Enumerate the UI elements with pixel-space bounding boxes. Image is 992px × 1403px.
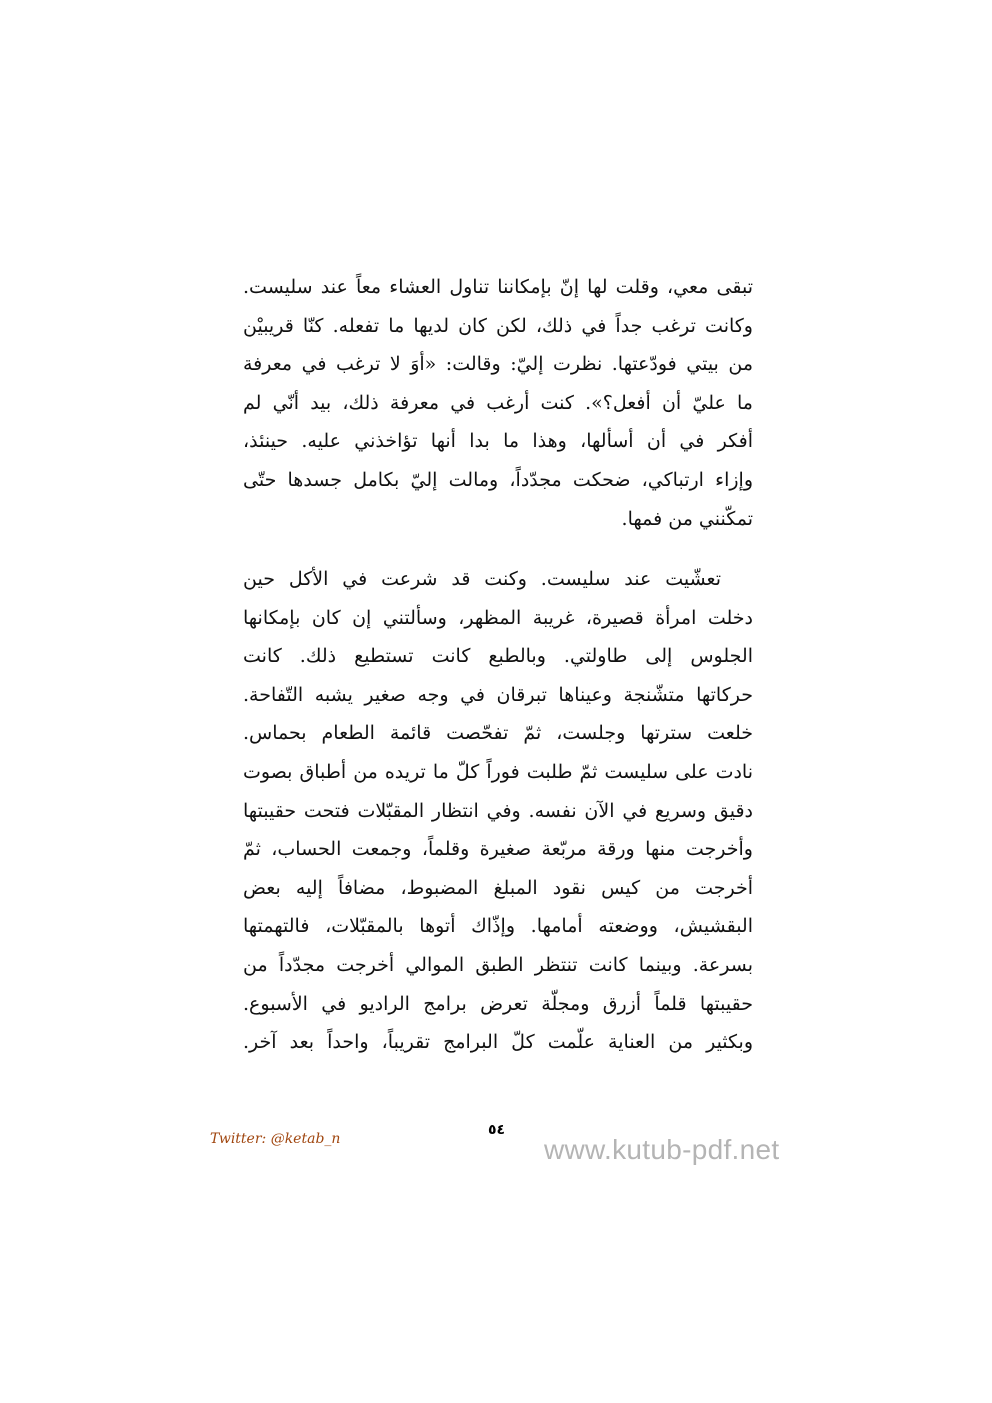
- text-line: دخلت امرأة قصيرة، غريبة المظهر، وسألتني إن كان بإمكانها: [243, 606, 753, 629]
- text-line: من بيتي فودّعتها. نظرت إليّ: وقالت: «أوَ لا ترغب في معرفة: [243, 353, 753, 376]
- text-line: بسرعة. وبينما كانت تنتظر الطبق الموالي أخرجت مجدّداً من: [243, 953, 753, 976]
- text-line: تعشّيت عند سليست. وكنت قد شرعت في الأكل حين: [243, 568, 721, 590]
- paragraph-1: [243, 268, 753, 538]
- text-line: وإزاء ارتباكي، ضحكت مجدّداً، ومالت إليّ بكامل جسدها حتّى: [243, 468, 753, 491]
- text-line: تمكّنني من فمها.: [621, 507, 753, 530]
- paragraph-2: [243, 560, 753, 1062]
- text-line: تبقى معي، وقلت لها إنّ بإمكاننا تناول العشاء معاً عند سليست.: [243, 276, 753, 298]
- text-line: وأخرجت منها ورقة مربّعة صغيرة وقلماً، وجمعت الحساب، ثمّ: [243, 838, 753, 861]
- footer-watermark-url: www.kutub-pdf.net: [544, 1134, 780, 1165]
- text-line: ما عليّ أن أفعل؟». كنت أرغب في معرفة ذلك، بيد أنّي لم: [243, 391, 753, 414]
- text-line: البقشيش، ووضعته أمامها. وإذّاك أتوها بالمقبّلات، فالتهمتها: [243, 915, 753, 938]
- text-line: وكانت ترغب جداً في ذلك، لكن كان لديها ما تفعله. كنّا قريبيْن: [243, 314, 753, 337]
- page-number: ٥٤: [488, 1122, 506, 1138]
- footer-twitter-handle: Twitter: @ketab_n: [210, 1131, 341, 1147]
- text-line: الجلوس إلى طاولتي. وبالطبع كانت تستطيع ذلك. كانت: [243, 645, 753, 668]
- text-line: خلعت سترتها وجلست، ثمّ تفحّصت قائمة الطعام بحماس.: [243, 722, 753, 745]
- text-line: دقيق وسريع في الآن نفسه. وفي انتظار المقبّلات فتحت حقيبتها: [243, 799, 753, 822]
- text-line: أخرجت من كيس نقود المبلغ المضبوط، مضافاً إليه بعض: [243, 876, 753, 899]
- text-line: حقيبتها قلماً أزرق ومجلّة تعرض برامج الراديو في الأسبوع.: [243, 992, 753, 1015]
- text-line: وبكثير من العناية علّمت كلّ البرامج تقريباً، واحداً بعد آخر.: [243, 1031, 753, 1054]
- text-line: نادت على سليست ثمّ طلبت فوراً كلّ ما تريده من أطباق بصوت: [243, 760, 753, 783]
- text-line: حركاتها متشّنجة وعيناها تبرقان في وجه صغير يشبه التّفاحة.: [243, 683, 753, 706]
- text-line: أفكر في أن أسألها، وهذا ما بدا أنها تؤاخذني عليه. حينئذ،: [243, 430, 753, 453]
